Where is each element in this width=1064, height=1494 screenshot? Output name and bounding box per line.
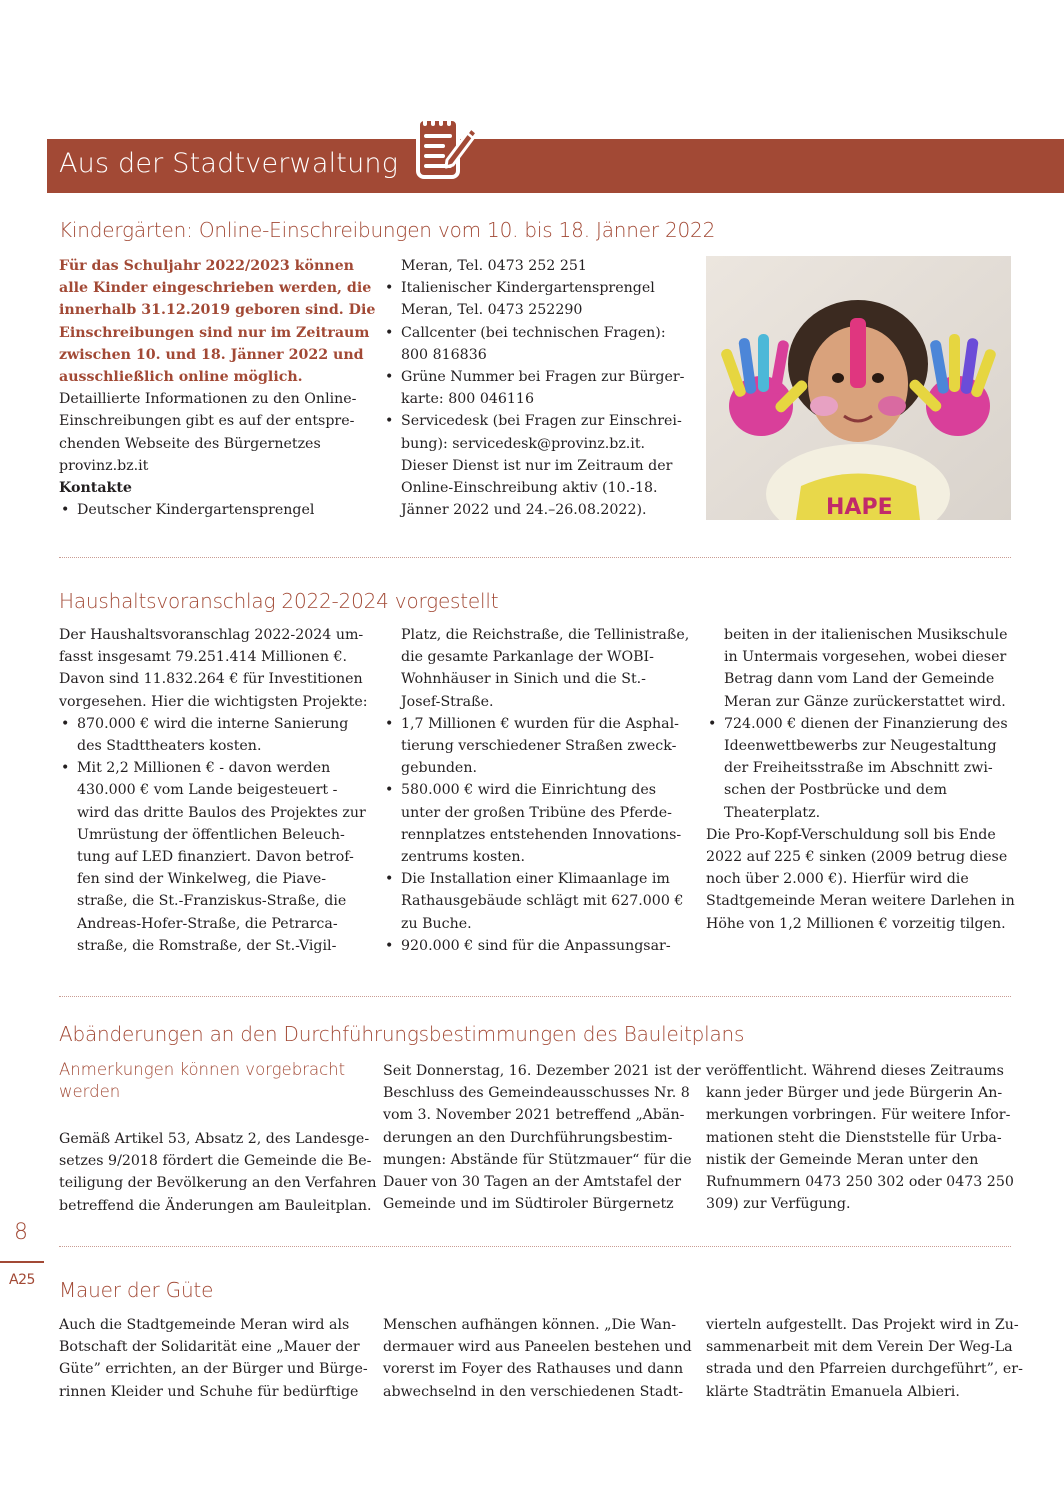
- list-item: • Mit 2,2 Millionen € - davon werden: [59, 757, 368, 779]
- list-item: • Italienischer Kindergartensprengel: [383, 277, 684, 299]
- list-item: • Servicedesk (bei Fragen zur Einschrei-: [383, 410, 684, 432]
- budget-column-3: beiten in der italienischen Musikschule in Untermais vorgesehen, wobei dieser Betrag dann vom Land der Gemeinde Meran zur Gänze zurückerstattet wird. • 724.000 € dienen der Finanzierung des Ideenwettbewerbs zur Neugestaltung der Freiheitsstraße im Abschnitt zwi- schen der Postbrücke und dem Theaterplatz. Die Pro-Kopf-Verschuldung soll bis Ende 2022 auf 225 € sinken (2009 betrug diese noch über 2.000 €). Hierfür wird die Stadtgemeinde Meran weitere Darlehen in Höhe von 1,2 Millionen € vorzeitig tilgen.: [706, 624, 1015, 935]
- page-number: 8: [14, 1220, 28, 1245]
- list-item: • 1,7 Millionen € wurden für die Asphal-: [383, 713, 689, 735]
- building-plan-column-1: Gemäß Artikel 53, Absatz 2, des Landesge- setzes 9/2018 fördert die Gemeinde die Be- teiligung der Bevölkerung an den Verfahren betreffend die Änderungen am Bauleitplan.: [59, 1131, 377, 1214]
- svg-text:HAPE: HAPE: [826, 495, 893, 520]
- list-item: • Grüne Nummer bei Fragen zur Bürger-: [383, 366, 684, 388]
- section-heading-building-plan: Abänderungen an den Durchführungsbestimmungen des Bauleitplans: [59, 1022, 745, 1046]
- budget-column-2: Platz, die Reichstraße, die Tellinistraße, die gesamte Parkanlage der WOBI- Wohnhäuser in Sinich und die St.- Josef-Straße. • 1,7 Millionen € wurden für die Asphal- tierung verschiedener Straßen zweck- gebunden. • 580.000 € wird die Einrichtung des unter der großen Tribüne des Pferde- rennplatzes entstehenden Innovations- zentrums kosten. • Die Installation einer Klimaanlage im Rathausgebäude schlägt mit 627.000 € zu Buche. • 920.000 € sind für die Anpassungsar-: [383, 624, 689, 957]
- budget-column-1: Der Haushaltsvoranschlag 2022-2024 um- fasst insgesamt 79.251.414 Millionen €. Davon sind 11.832.264 € für Investitionen vorgesehen. Hier die wichtigsten Projekte: • 870.000 € wird die interne Sanierung des Stadttheaters kosten. • Mit 2,2 Millionen € - davon werden 430.000 € vom Lande beigesteuert - wird das dritte Baulos des Projektes zur Umrüstung der öffentlichen Beleuch- tung auf LED finanziert. Davon betrof- fen sind der Winkelweg, die Piave- straße, die St.-Franziskus-Straße, die Andreas-Hofer-Straße, die Petrarca- straße, die Romstraße, der St.-Vigil-: [59, 624, 368, 957]
- wall-column-1: Auch die Stadtgemeinde Meran wird als Botschaft der Solidarität eine „Mauer der Güte” errichten, an der Bürger und Bürge- rinnen Kleider und Schuhe für bedürftige: [59, 1317, 368, 1400]
- section-divider: [59, 1246, 1011, 1247]
- section-heading-kindergarten: Kindergärten: Online-Einschreibungen vom 10. bis 18. Jänner 2022: [59, 218, 716, 242]
- page-number-rule: [0, 1261, 44, 1263]
- section-divider: [59, 557, 1011, 558]
- list-item: • 724.000 € dienen der Finanzierung des: [706, 713, 1015, 735]
- list-item: • 580.000 € wird die Einrichtung des: [383, 779, 689, 801]
- kindergarten-column-2: Meran, Tel. 0473 252 251 • Italienischer Kindergartensprengel Meran, Tel. 0473 252290 • Callcenter (bei technischen Fragen): 800 816836 • Grüne Nummer bei Fragen zur Bürger- karte: 800 046116 • Servicedesk (bei Fragen zur Einschrei- bung): servicedesk@provinz.bz.it. Dieser Dienst ist nur im Zeitraum der Online-Einschreibung aktiv (10.-18. Jänner 2022 und 24.–26.08.2022).: [383, 255, 684, 521]
- contacts-label: Kontakte: [59, 480, 132, 497]
- list-item: • 870.000 € wird die interne Sanierung: [59, 713, 368, 735]
- list-item: • 920.000 € sind für die Anpassungsar-: [383, 935, 689, 957]
- building-plan-column-3: veröffentlicht. Während dieses Zeitraums kann jeder Bürger und jede Bürgerin An- merkungen vorbringen. Für weitere Infor- mationen steht die Dienststelle für Urba- nistik der Gemeinde Meran unter den Rufnummern 0473 250 302 oder 0473 250 309) zur Verfügung.: [706, 1063, 1014, 1213]
- section-divider: [59, 996, 1011, 997]
- section-banner: [47, 139, 1064, 193]
- section-subheading: Anmerkungen können vorgebracht werden: [59, 1060, 346, 1101]
- section-heading-budget: Haushaltsvoranschlag 2022-2024 vorgestellt: [59, 589, 499, 613]
- list-item: • Die Installation einer Klimaanlage im: [383, 868, 689, 890]
- kindergarten-column-1: Für das Schuljahr 2022/2023 können alle Kinder eingeschrieben werden, die innerhalb 31.12.2019 geboren sind. Die Einschreibungen sind nur im Zeitraum zwischen 10. und 18. Jänner 2022 und ausschließlich online möglich. Detaillierte Informationen zu den Online- Einschreibungen gibt es auf der entspre- chenden Webseite des Bürgernetzes provinz.bz.it Kontakte • Deutscher Kindergartensprengel: [59, 255, 375, 521]
- child-painted-hands-photo: [706, 256, 1011, 520]
- list-item: • Deutscher Kindergartensprengel: [59, 499, 375, 521]
- section-heading-wall-of-kindness: Mauer der Güte: [59, 1278, 214, 1302]
- list-item: • Callcenter (bei technischen Fragen):: [383, 322, 684, 344]
- edition-code: A25: [9, 1272, 35, 1288]
- banner-title: Aus der Stadtverwaltung: [59, 148, 399, 179]
- notepad-pencil-icon: [407, 106, 479, 188]
- building-plan-column-2: Seit Donnerstag, 16. Dezember 2021 ist der Beschluss des Gemeindeausschusses Nr. 8 vom 3. November 2021 betreffend „Abän- derungen an den Durchführungsbestim- mungen: Abstände für Stützmauer“ für die Dauer von 30 Tagen an der Amtstafel der Gemeinde und im Südtiroler Bürgernetz: [383, 1063, 701, 1213]
- wall-column-2: Menschen aufhängen können. „Die Wan- dermauer wird aus Paneelen bestehen und vorerst im Foyer des Rathauses und dann abwechselnd in den verschiedenen Stadt-: [383, 1317, 692, 1400]
- wall-column-3: vierteln aufgestellt. Das Projekt wird in Zu- sammenarbeit mit dem Verein Der Weg-La strada und den Pfarreien durchgeführt”, er- klärte Stadträtin Emanuela Albieri.: [706, 1317, 1023, 1400]
